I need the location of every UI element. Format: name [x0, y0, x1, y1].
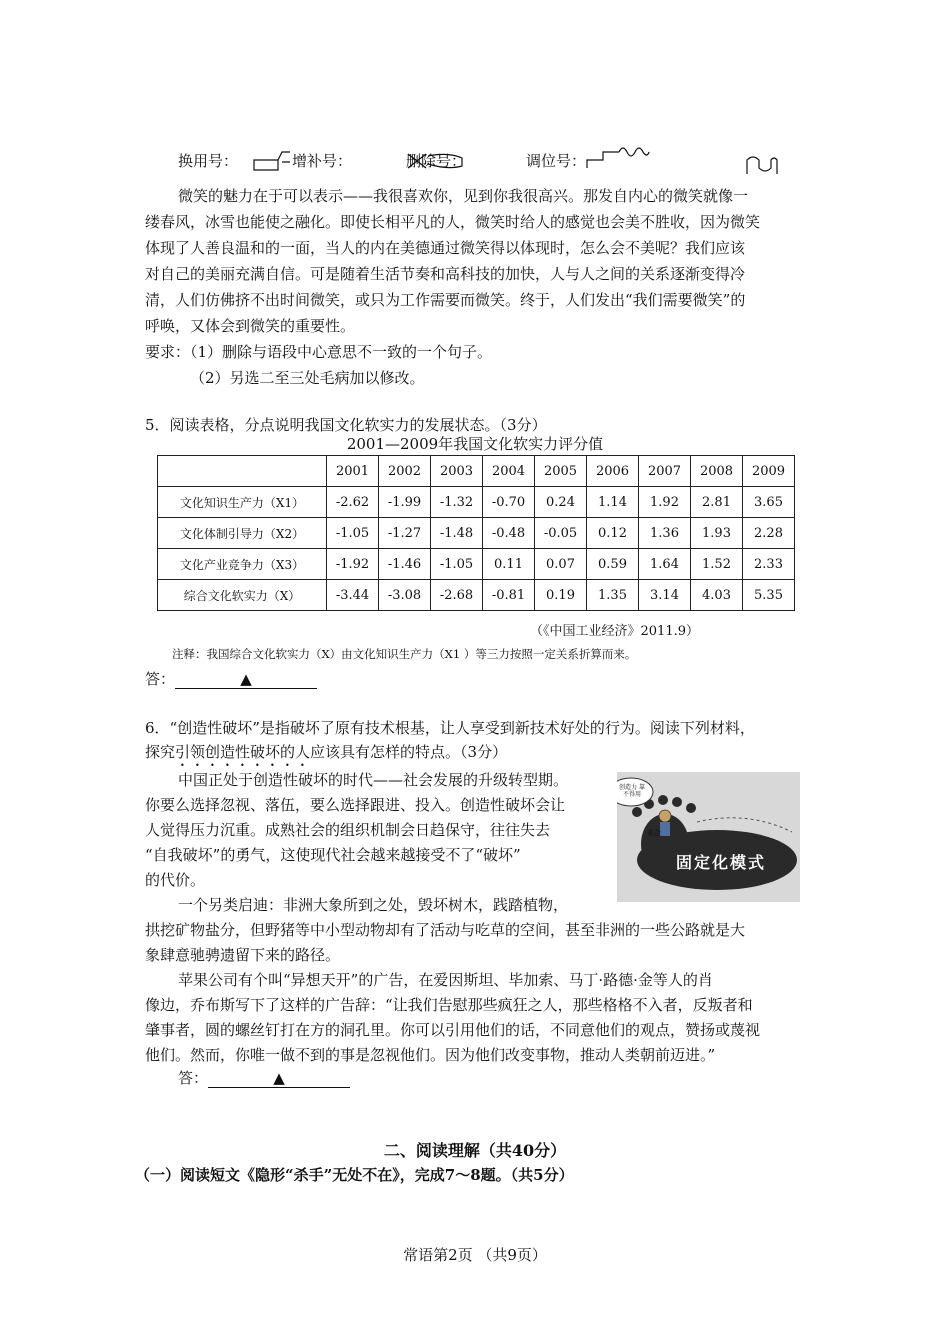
q6-para-line-12: 他们。然而，你唯一做不到的事是忽视他们。因为他们改变事物，推动人类朝前迈进。” [145, 1046, 716, 1064]
q6-para-line-6: 一个另类启迪：非洲大象所到之处，毁坏树木，践踏植物， [178, 896, 569, 914]
page-footer: 常语第2页 （共9页） [403, 1246, 547, 1264]
table-header-cell: 2005 [535, 456, 587, 487]
table-cell: 3.65 [743, 487, 795, 518]
para1-line-1: 微笑的魅力在于可以表示——我很喜欢你，见到你我很高兴。那发自内心的微笑就像一 [178, 187, 749, 205]
table-row [158, 580, 795, 611]
q6-para-line-7: 拱挖矿物盐分，但野猪等中小型动物却有了活动与吃草的空间，甚至非洲的一些公路就是大 [145, 921, 746, 939]
table-cell: 4.03 [691, 580, 743, 611]
q6-text-c: 应该具有怎样的特点。（3分） [310, 743, 508, 761]
q6-para-line-10: 像边，乔布斯写下了这样的广告辞：“让我们告慰那些疯狂之人，那些格格不入者，反叛者和 [145, 996, 753, 1014]
table-cell: 5.35 [743, 580, 795, 611]
table-cell: -1.32 [431, 487, 483, 518]
q6-para-line-3: 人觉得压力沉重。成熟社会的组织机制会日趋保守，往往失去 [145, 821, 551, 839]
q6-para-line-9: 苹果公司有个叫“异想天开”的广告，在爱因斯坦、毕加索、马丁·路德·金等人的肖 [178, 971, 713, 989]
table-cell: -1.27 [379, 518, 431, 549]
cartoon-bubble: 创造力 靠不得用 [619, 784, 645, 798]
requirement-1: 要求：（1）删除与语段中心意思不一致的一个句子。 [145, 343, 493, 361]
answer-label: 答： [145, 670, 176, 688]
table-cell: -1.92 [327, 549, 379, 580]
table-header-cell: 2004 [483, 456, 535, 487]
table-row [158, 549, 795, 580]
soft-power-table [157, 455, 795, 611]
connect-mark-icon [744, 154, 780, 176]
cartoon-caption: 某企 [647, 829, 661, 837]
mark-transpose: 调位号： [526, 152, 587, 170]
table-note: 注释：我国综合文化软实力（X）由文化知识生产力（X1 ）等三力按照一定关系折算而来。 [172, 647, 637, 661]
table-cell: 0.59 [587, 549, 639, 580]
cartoon-big-text: 固定化模式 [675, 853, 766, 872]
table-header-cell: 2003 [431, 456, 483, 487]
para1-line-3: 体现了人善良温和的一面，当人的内在美德通过微笑得以体现时，怎么会不美呢？我们应该 [145, 239, 746, 257]
answer-5 [145, 668, 317, 689]
table-cell: -0.48 [483, 518, 535, 549]
table-cell: 2.33 [743, 549, 795, 580]
transpose-mark-icon [583, 144, 653, 174]
table-cell: -3.08 [379, 580, 431, 611]
table-header-cell: 2007 [639, 456, 691, 487]
table-cell: -2.68 [431, 580, 483, 611]
triangle-icon: ▲ [273, 1069, 285, 1087]
table-header-cell: 2001 [327, 456, 379, 487]
mark-replace: 换用号： [178, 152, 239, 170]
table-cell: 1.14 [587, 487, 639, 518]
table-title: 2001—2009年我国文化软实力评分值 [346, 435, 604, 453]
table-cell: 0.19 [535, 580, 587, 611]
table-cell: -1.48 [431, 518, 483, 549]
answer-6 [178, 1067, 350, 1088]
table-cell: 2.28 [743, 518, 795, 549]
q6-text-a: 探究 [145, 743, 176, 761]
q6-para-line-2: 你要么选择忽视、落伍，要么选择跟进、投入。创造性破坏会让 [145, 796, 566, 814]
footprint-cartoon [617, 772, 800, 902]
table-cell: 1.93 [691, 518, 743, 549]
triangle-icon: ▲ [240, 670, 252, 688]
row-label: 文化体制引导力（X2） [158, 518, 327, 549]
table-source: （《中国工业经济》2011.9） [530, 624, 699, 639]
table-cell: -0.05 [535, 518, 587, 549]
table-cell: 1.35 [587, 580, 639, 611]
table-header-row [158, 456, 795, 487]
table-cell: 1.92 [639, 487, 691, 518]
table-row [158, 518, 795, 549]
table-header-cell: 2006 [587, 456, 639, 487]
q6-para-line-5: 的代价。 [145, 871, 206, 889]
row-label: 文化知识生产力（X1） [158, 487, 327, 518]
q6-para-line-11: 肇事者，圆的螺丝钉打在方的洞孔里。你可以引用他们的话，不同意他们的观点，赞扬或蔑视 [145, 1021, 761, 1039]
table-cell: 0.24 [535, 487, 587, 518]
table-cell: 3.14 [639, 580, 691, 611]
table-header-cell: 2002 [379, 456, 431, 487]
table-cell: -0.81 [483, 580, 535, 611]
table-corner-cell [158, 456, 327, 487]
table-row [158, 487, 795, 518]
q6-emphasis: 引领创造性破坏的人 [175, 743, 311, 761]
table-cell: 1.64 [639, 549, 691, 580]
para1-line-4: 对自己的美丽充满自信。可是随着生活节奏和高科技的加快，人与人之间的关系逐渐变得冷 [145, 265, 746, 283]
mark-delete: 删除号： [406, 152, 467, 170]
table-cell: 1.52 [691, 549, 743, 580]
q6-para-line-1: 中国正处于创造性破坏的时代——社会发展的升级转型期。 [178, 771, 569, 789]
table-cell: -1.99 [379, 487, 431, 518]
table-cell: 0.11 [483, 549, 535, 580]
table-cell: -1.05 [327, 518, 379, 549]
answer-blank[interactable] [175, 670, 317, 689]
table-cell: -1.46 [379, 549, 431, 580]
table-cell: 1.36 [639, 518, 691, 549]
q6-para-line-8: 象肆意驰骋遗留下来的路径。 [145, 946, 341, 964]
table-header-cell: 2009 [743, 456, 795, 487]
table-cell: -3.44 [327, 580, 379, 611]
table-cell: -1.05 [431, 549, 483, 580]
para1-line-5: 清，人们仿佛挤不出时间微笑，或只为工作需要而微笑。终于，人们发出“我们需要微笑”的 [145, 291, 746, 309]
section-2-title: 二、阅读理解（共40分） [383, 1141, 567, 1160]
table-header-cell: 2008 [691, 456, 743, 487]
row-label: 文化产业竞争力（X3） [158, 549, 327, 580]
answer-blank[interactable] [208, 1069, 350, 1088]
requirement-2: （2）另选二至三处毛病加以修改。 [190, 369, 425, 387]
mark-insert: 增补号： [292, 152, 353, 170]
table-cell: -2.62 [327, 487, 379, 518]
table-cell: 0.07 [535, 549, 587, 580]
question-6-line-1: 6．“创造性破坏”是指破坏了原有技术根基，让人享受到新技术好处的行为。阅读下列材料， [145, 719, 755, 737]
question-5: 5．阅读表格，分点说明我国文化软实力的发展状态。（3分） [145, 416, 547, 434]
answer-label: 答： [178, 1069, 209, 1087]
section-2-subtitle: （一）阅读短文《隐形“杀手”无处不在》，完成7～8题。（共5分） [135, 1166, 574, 1184]
table-cell: 2.81 [691, 487, 743, 518]
table-cell: 0.12 [587, 518, 639, 549]
q6-para-line-4: “自我破坏”的勇气，这使现代社会越来越接受不了“破坏” [145, 846, 521, 864]
question-6-line-2 [145, 740, 805, 770]
para1-line-2: 缕春风，冰雪也能使之融化。即使长相平凡的人，微笑时给人的感觉也会美不胜收，因为微笑 [145, 213, 761, 231]
table-cell: -0.70 [483, 487, 535, 518]
para1-line-6: 呼唤，又体会到微笑的重要性。 [145, 317, 356, 335]
row-label: 综合文化软实力（X） [158, 580, 327, 611]
